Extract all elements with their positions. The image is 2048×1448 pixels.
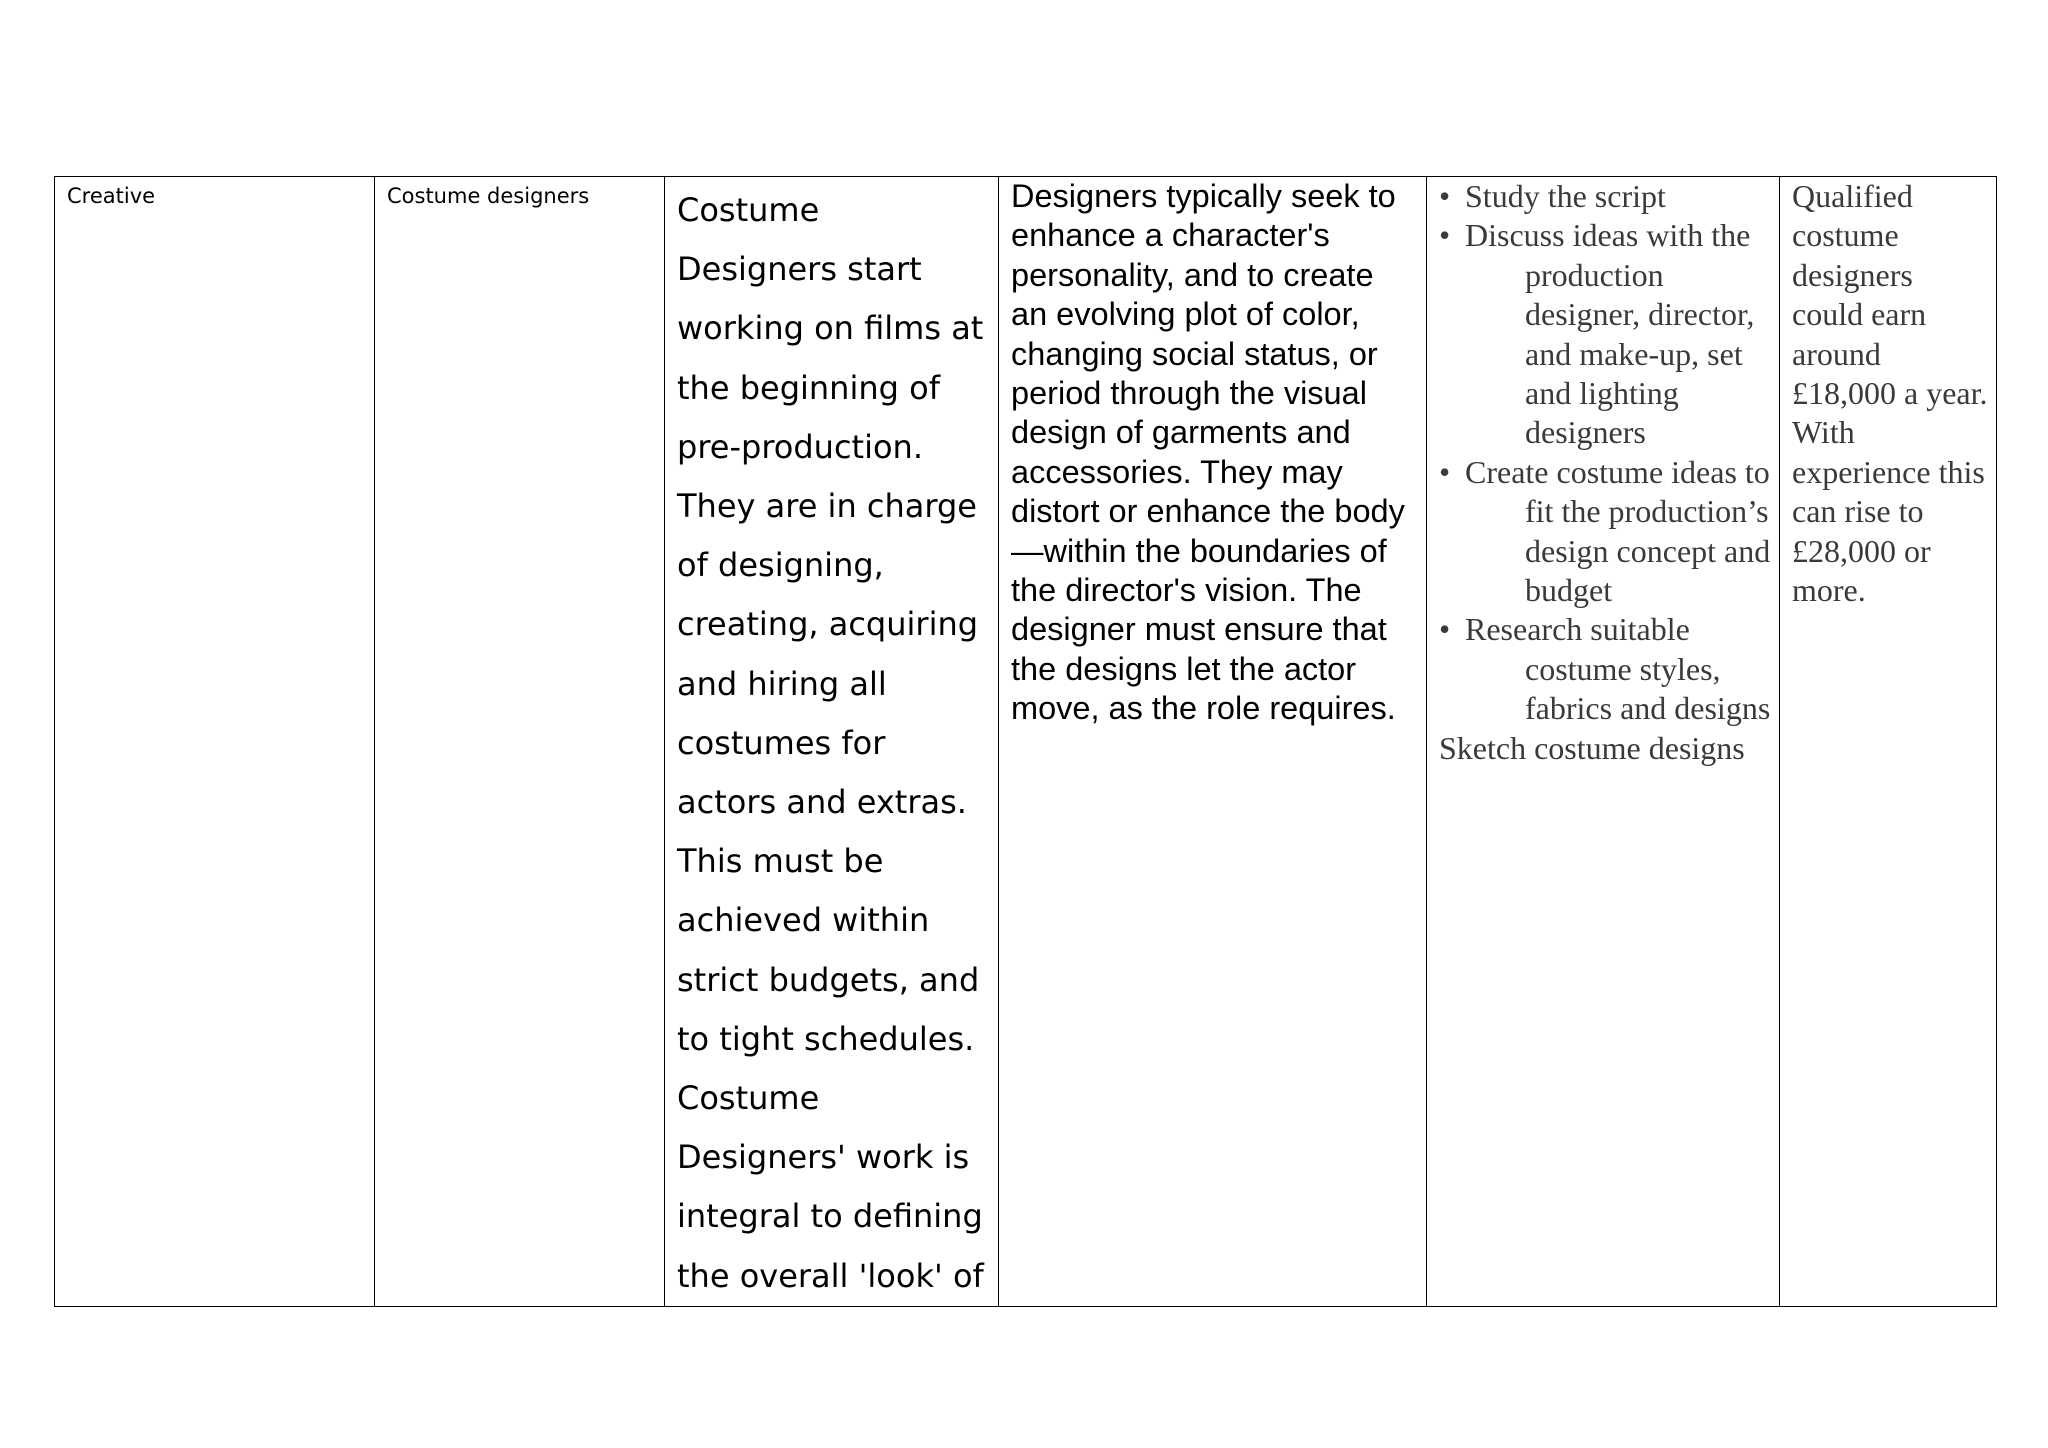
task-list xyxy=(1439,177,1773,729)
job-title-text: Costume designers xyxy=(387,184,590,208)
job-profile-table xyxy=(54,176,1997,1307)
list-item: • Discuss ideas with the production designer, director, and make-up, set and lighting designers xyxy=(1439,216,1773,452)
role-summary-cell xyxy=(999,177,1427,1307)
category-cell xyxy=(55,177,375,1307)
table-row xyxy=(55,177,1997,1307)
tasks-cell xyxy=(1427,177,1780,1307)
list-item: • Research suitable costume styles, fabrics and designs xyxy=(1439,610,1773,728)
list-item: • Study the script xyxy=(1439,177,1773,216)
list-item: • Create costume ideas to fit the production’s design concept and budget xyxy=(1439,453,1773,611)
pay-text: Qualified costume designers could earn around £18,000 a year. With experience this can rise to £28,000 or more. xyxy=(1792,178,1988,609)
category-text: Creative xyxy=(67,184,156,208)
pay-cell xyxy=(1780,177,1997,1307)
job-title-cell xyxy=(375,177,665,1307)
role-summary-text: Designers typically seek to enhance a character's personality, and to create an evolving plot of color, changing social status, or period through the visual design of garments and accessories. They may distort or enhance the body—within the boundaries of the director's vision. The designer must ensure that the designs let the actor move, as the role requires. xyxy=(1011,178,1405,727)
description-cell xyxy=(665,177,999,1307)
task-extra-text: Sketch costume designs xyxy=(1439,729,1745,766)
description-text: Costume Designers start working on films at the beginning of pre-production. They are in charge of designing, creating, acquiring and hiring all costumes for actors and extras. This must be achieved within strict budgets, and to tight schedules. Costume Designers' work is integral to defining the overall 'look' of xyxy=(677,191,984,1295)
